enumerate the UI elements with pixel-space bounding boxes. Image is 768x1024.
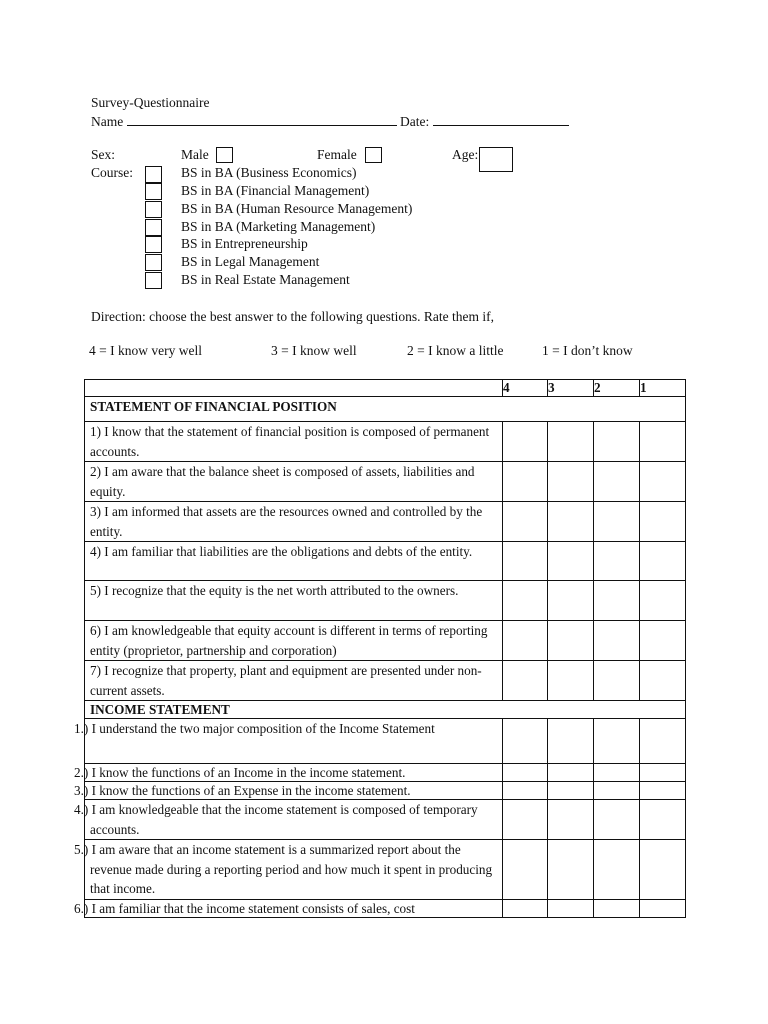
form-title: Survey-Questionnaire — [91, 95, 210, 110]
rating-cell[interactable] — [548, 764, 594, 782]
scale-item: 1 = I don’t know — [542, 343, 633, 358]
female-label: Female — [317, 147, 357, 162]
course-checkbox[interactable] — [145, 166, 162, 183]
rating-cell[interactable] — [503, 661, 548, 701]
rating-cell[interactable] — [503, 782, 548, 800]
section-title: STATEMENT OF FINANCIAL POSITION — [85, 397, 686, 422]
female-checkbox[interactable] — [365, 147, 382, 163]
age-label: Age: — [452, 147, 479, 162]
course-option: BS in BA (Human Resource Management) — [181, 201, 413, 216]
scale-item: 2 = I know a little — [407, 343, 504, 358]
rating-cell[interactable] — [503, 800, 548, 840]
rating-header: 1 — [640, 380, 686, 397]
rating-cell[interactable] — [594, 422, 640, 462]
rating-cell[interactable] — [594, 661, 640, 701]
rating-header: 3 — [548, 380, 594, 397]
rating-cell[interactable] — [548, 542, 594, 581]
rating-cell[interactable] — [503, 462, 548, 502]
rating-cell[interactable] — [640, 462, 686, 502]
rating-cell[interactable] — [640, 840, 686, 900]
section-title: INCOME STATEMENT — [85, 701, 686, 719]
rating-cell[interactable] — [594, 542, 640, 581]
question-cell: 2) I am aware that the balance sheet is composed of assets, liabilities and equity. — [85, 462, 503, 502]
table-row — [85, 661, 686, 701]
course-checkbox[interactable] — [145, 183, 162, 200]
course-option: BS in Real Estate Management — [181, 272, 350, 287]
rating-cell[interactable] — [640, 621, 686, 661]
rating-cell[interactable] — [548, 782, 594, 800]
question-cell: 6) I am knowledgeable that equity account is different in terms of reporting entity (proprietor, partnership and corporation) — [85, 621, 503, 661]
course-checkbox[interactable] — [145, 201, 162, 218]
rating-cell[interactable] — [548, 800, 594, 840]
rating-cell[interactable] — [503, 502, 548, 542]
scale-item: 4 = I know very well — [89, 343, 202, 358]
sex-label: Sex: — [91, 147, 116, 162]
course-option: BS in BA (Business Economics) — [181, 165, 357, 180]
date-label: Date: — [399, 114, 430, 129]
direction-text: Direction: choose the best answer to the following questions. Rate them if, — [91, 309, 495, 324]
rating-cell[interactable] — [548, 719, 594, 764]
table-row — [85, 719, 686, 764]
course-option: BS in BA (Financial Management) — [181, 183, 370, 198]
rating-cell[interactable] — [594, 502, 640, 542]
table-header-row — [85, 380, 686, 397]
rating-cell[interactable] — [594, 840, 640, 900]
rating-cell[interactable] — [594, 719, 640, 764]
rating-cell[interactable] — [594, 782, 640, 800]
rating-cell[interactable] — [594, 462, 640, 502]
course-label: Course: — [91, 165, 133, 180]
rating-cell[interactable] — [548, 422, 594, 462]
rating-cell[interactable] — [640, 581, 686, 621]
question-cell: 6.) I am familiar that the income statement consists of sales, cost — [85, 899, 503, 917]
rating-cell[interactable] — [640, 719, 686, 764]
rating-cell[interactable] — [640, 542, 686, 581]
question-cell: 3) I am informed that assets are the resources owned and controlled by the entity. — [85, 502, 503, 542]
rating-cell[interactable] — [503, 840, 548, 900]
name-label: Name — [91, 114, 124, 129]
section-row — [85, 701, 686, 719]
course-option: BS in Legal Management — [181, 254, 320, 269]
rating-header: 2 — [594, 380, 640, 397]
rating-cell[interactable] — [640, 661, 686, 701]
rating-cell[interactable] — [503, 422, 548, 462]
rating-cell[interactable] — [594, 800, 640, 840]
male-label: Male — [181, 147, 209, 162]
rating-cell[interactable] — [548, 899, 594, 917]
survey-table — [74, 379, 686, 918]
table-row — [85, 581, 686, 621]
rating-cell[interactable] — [548, 661, 594, 701]
rating-cell[interactable] — [594, 581, 640, 621]
rating-cell[interactable] — [503, 621, 548, 661]
question-cell: 7) I recognize that property, plant and equipment are presented under non-current assets. — [85, 661, 503, 701]
date-field[interactable] — [433, 113, 569, 126]
rating-cell[interactable] — [548, 840, 594, 900]
course-checkbox[interactable] — [145, 254, 162, 271]
table-row — [85, 462, 686, 502]
course-option: BS in BA (Marketing Management) — [181, 219, 376, 234]
rating-cell[interactable] — [503, 719, 548, 764]
question-cell: 1) I know that the statement of financial position is composed of permanent accounts. — [85, 422, 503, 462]
rating-cell[interactable] — [503, 764, 548, 782]
table-row — [85, 782, 686, 800]
rating-cell[interactable] — [640, 782, 686, 800]
table-row — [85, 840, 686, 900]
scale-item: 3 = I know well — [271, 343, 357, 358]
course-checkbox[interactable] — [145, 236, 162, 253]
table-row — [85, 621, 686, 661]
question-cell: 2.) I know the functions of an Income in the income statement. — [85, 764, 503, 782]
question-cell: 1.) I understand the two major composition of the Income Statement — [85, 719, 503, 764]
section-row — [85, 397, 686, 422]
rating-cell[interactable] — [548, 462, 594, 502]
rating-header: 4 — [503, 380, 548, 397]
question-cell: 5) I recognize that the equity is the net worth attributed to the owners. — [85, 581, 503, 621]
rating-cell[interactable] — [640, 800, 686, 840]
question-cell: 5.) I am aware that an income statement is a summarized report about the revenue made during a reporting period and how much it spent in producing that income. — [85, 840, 503, 900]
name-row — [91, 113, 569, 130]
rating-cell[interactable] — [548, 621, 594, 661]
rating-cell[interactable] — [640, 502, 686, 542]
rating-cell[interactable] — [640, 422, 686, 462]
rating-cell[interactable] — [594, 764, 640, 782]
course-checkbox[interactable] — [145, 219, 162, 236]
rating-cell[interactable] — [640, 899, 686, 917]
rating-cell[interactable] — [594, 621, 640, 661]
table-row — [85, 800, 686, 840]
course-option: BS in Entrepreneurship — [181, 236, 308, 251]
age-field[interactable] — [479, 147, 513, 172]
course-checkbox[interactable] — [145, 272, 162, 289]
name-field[interactable] — [127, 113, 397, 126]
table-row — [85, 502, 686, 542]
rating-cell[interactable] — [594, 899, 640, 917]
question-cell: 3.) I know the functions of an Expense in the income statement. — [85, 782, 503, 800]
rating-cell[interactable] — [640, 764, 686, 782]
question-cell: 4) I am familiar that liabilities are the obligations and debts of the entity. — [85, 542, 503, 581]
rating-cell[interactable] — [548, 581, 594, 621]
table-row — [85, 422, 686, 462]
table-row — [85, 899, 686, 917]
rating-cell[interactable] — [548, 502, 594, 542]
table-row — [85, 542, 686, 581]
question-cell: 4.) I am knowledgeable that the income statement is composed of temporary accounts. — [85, 800, 503, 840]
header-blank-cell — [85, 380, 503, 397]
table-row — [85, 764, 686, 782]
male-checkbox[interactable] — [216, 147, 233, 163]
rating-cell[interactable] — [503, 542, 548, 581]
rating-cell[interactable] — [503, 899, 548, 917]
rating-cell[interactable] — [503, 581, 548, 621]
